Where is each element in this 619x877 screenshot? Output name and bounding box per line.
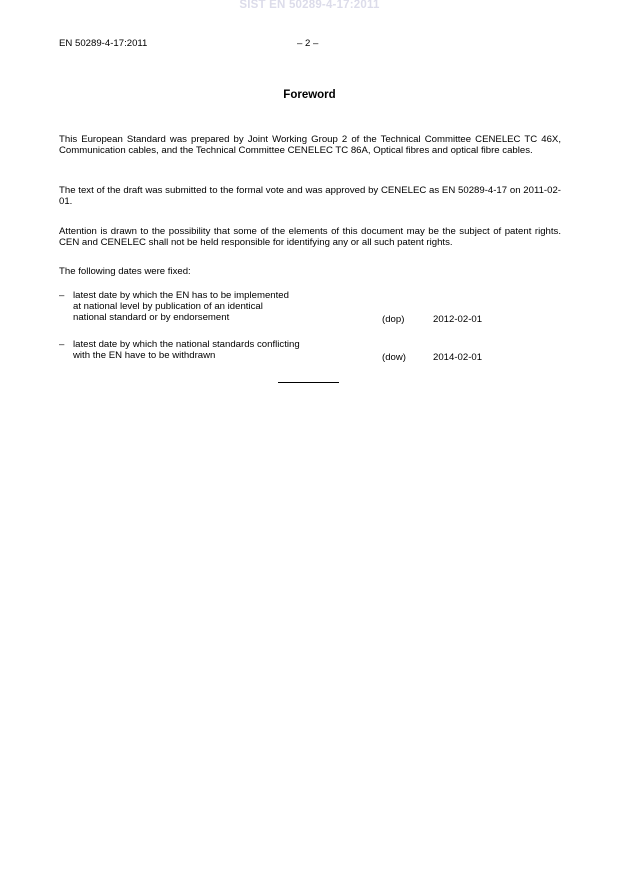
- date-abbreviation: (dow): [382, 352, 406, 363]
- watermark: SIST EN 50289-4-17:2011: [239, 0, 380, 11]
- date-value: 2014-02-01: [433, 352, 483, 363]
- page-number: – 2 –: [297, 38, 319, 49]
- date-abbreviation: (dop): [382, 314, 405, 325]
- end-rule: [278, 382, 339, 383]
- description-line: national standard or by endorsement: [73, 312, 230, 323]
- list-dash: –: [59, 339, 65, 350]
- description-line: latest date by which the EN has to be implemented: [73, 290, 289, 301]
- description-line: latest date by which the national standards conflicting: [73, 339, 300, 350]
- paragraph-preparation: This European Standard was prepared by Joint Working Group 2 of the Technical Committee CENELEC TC 46X, Communication cables, and the Technical Committee CENELEC TC 86A, Optical fibres and optical fibre cables.: [59, 134, 561, 156]
- date-item-description: [73, 339, 353, 361]
- date-value: 2012-02-01: [433, 314, 483, 325]
- date-item-description: [73, 290, 353, 323]
- description-line: with the EN have to be withdrawn: [73, 350, 216, 361]
- list-dash: –: [59, 290, 65, 301]
- description-line: at national level by publication of an identical: [73, 301, 263, 312]
- paragraph-dates-intro: The following dates were fixed:: [59, 266, 191, 277]
- section-title: Foreword: [283, 89, 336, 101]
- document-id: EN 50289-4-17:2011: [59, 38, 148, 49]
- paragraph-patent-rights: Attention is drawn to the possibility that some of the elements of this document may be the subject of patent rights. CEN and CENELEC shall not be held responsible for identifying any or all such patent rights.: [59, 226, 561, 248]
- paragraph-approval: The text of the draft was submitted to the formal vote and was approved by CENELEC as EN 50289-4-17 on 2011-02-01.: [59, 185, 561, 207]
